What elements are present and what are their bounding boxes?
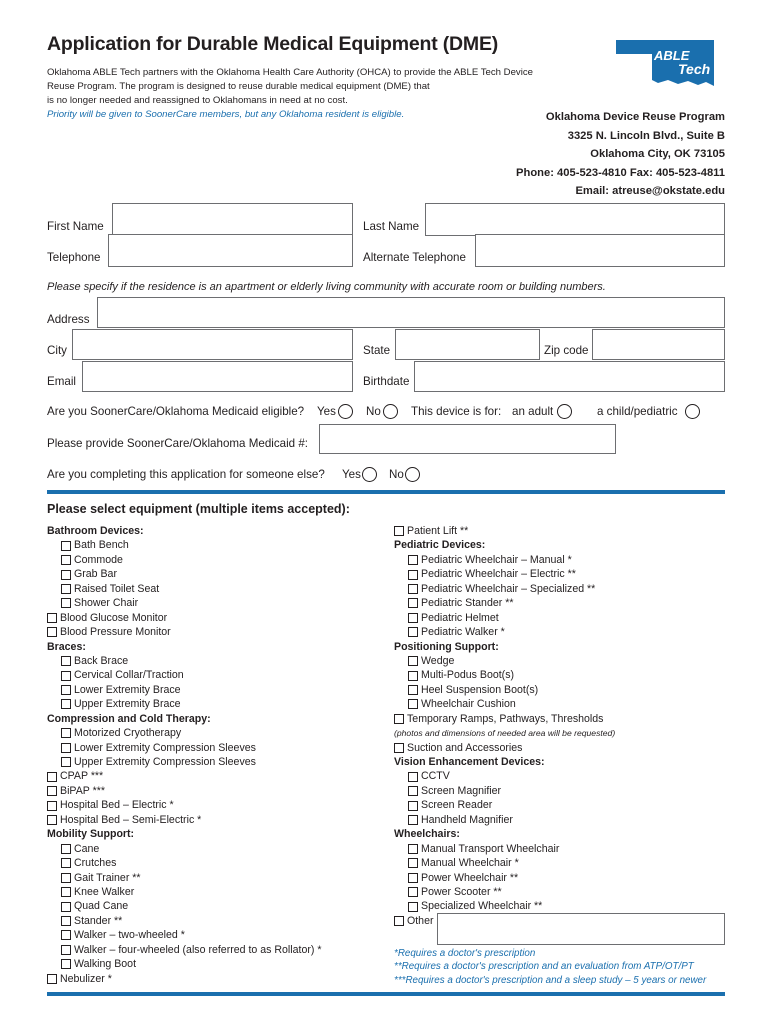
birthdate-field[interactable] [414, 361, 725, 392]
intro-line: Oklahoma ABLE Tech partners with the Oklahoma Health Care Authority (OHCA) to provide the ABLE Tech Device [47, 67, 533, 78]
equipment-checkbox[interactable] [408, 627, 418, 637]
equipment-label: Vision Enhancement Devices: [394, 756, 545, 768]
equipment-checkbox[interactable] [61, 598, 71, 608]
equipment-label: Power Wheelchair ** [421, 871, 519, 884]
equipment-checkbox[interactable] [408, 815, 418, 825]
equipment-label: Patient Lift ** [407, 525, 469, 537]
equipment-checkbox[interactable] [47, 786, 57, 796]
city-label: City [47, 344, 67, 357]
equipment-label: Blood Glucose Monitor [60, 611, 168, 624]
equipment-checkbox[interactable] [61, 757, 71, 767]
medicaid-number-field[interactable] [319, 424, 616, 454]
other-equipment-field[interactable] [437, 913, 725, 945]
equipment-label: Walking Boot [74, 958, 137, 971]
equipment-note [394, 726, 615, 740]
someone-else-yes-radio[interactable] [362, 467, 377, 482]
page-title: Application for Durable Medical Equipment (DME) [47, 33, 499, 55]
equipment-category-header [47, 524, 321, 538]
equipment-option[interactable] [47, 668, 321, 682]
equipment-label: Grab Bar [74, 568, 117, 581]
equipment-checkbox[interactable] [47, 772, 57, 782]
equipment-label: Suction and Accessories [407, 741, 523, 754]
eligible-no-label: No [366, 405, 381, 418]
equipment-checkbox[interactable] [408, 598, 418, 608]
equipment-option[interactable] [394, 611, 615, 625]
program-contact [516, 108, 725, 201]
intro-line: Reuse Program. The program is designed to reuse durable medical equipment (DME) that [47, 81, 430, 92]
equipment-label: Walker – four-wheeled (also referred to as Rollator) * [74, 943, 322, 956]
equipment-checkbox[interactable] [47, 815, 57, 825]
equipment-label: Manual Wheelchair * [421, 857, 519, 870]
equipment-label: Manual Transport Wheelchair [421, 842, 560, 855]
equipment-option[interactable] [394, 899, 615, 913]
equipment-checkbox[interactable] [61, 858, 71, 868]
equipment-option[interactable] [47, 596, 321, 610]
equipment-checkbox[interactable] [61, 728, 71, 738]
oklahoma-map-icon [614, 38, 716, 88]
equipment-option[interactable] [47, 625, 321, 639]
logo-tech-text: Tech [678, 61, 711, 77]
equipment-option[interactable] [47, 928, 321, 942]
equipment-category-header [394, 755, 615, 769]
equipment-label: Crutches [74, 857, 117, 870]
last-name-label: Last Name [363, 220, 420, 233]
section-divider [47, 490, 725, 494]
equipment-option[interactable] [394, 813, 615, 827]
equipment-option[interactable] [47, 972, 321, 986]
equipment-checkbox[interactable] [47, 613, 57, 623]
program-email: Email: atreuse@okstate.edu [575, 185, 725, 197]
medicaid-number-label: Please provide SoonerCare/Oklahoma Medicaid #: [47, 437, 309, 450]
eligible-yes-label: Yes [317, 405, 336, 418]
equipment-label: Compression and Cold Therapy: [47, 712, 211, 725]
equipment-label: Nebulizer * [60, 972, 112, 985]
equipment-checkbox[interactable] [408, 555, 418, 565]
equipment-label: Other [407, 914, 434, 927]
someone-else-question: Are you completing this application for someone else? [47, 468, 325, 481]
equipment-checkbox[interactable] [61, 873, 71, 883]
equipment-checkbox[interactable] [408, 801, 418, 811]
telephone-label: Telephone [47, 251, 101, 264]
equipment-checkbox[interactable] [408, 671, 418, 681]
device-for-label: This device is for: [411, 405, 502, 418]
email-label: Email [47, 375, 76, 388]
equipment-checkbox[interactable] [394, 743, 404, 753]
equipment-option[interactable] [47, 553, 321, 567]
equipment-option[interactable] [47, 914, 321, 928]
equipment-option[interactable] [47, 697, 321, 711]
intro-line: is no longer needed and reassigned to Oklahomans in need at no cost. [47, 95, 348, 106]
equipment-option[interactable] [394, 712, 615, 726]
equipment-option[interactable] [394, 871, 615, 885]
equipment-checkbox[interactable] [61, 541, 71, 551]
equipment-checkbox[interactable] [408, 873, 418, 883]
equipment-label: Gait Trainer ** [74, 871, 141, 884]
equipment-option[interactable] [47, 871, 321, 885]
equipment-checkbox[interactable] [408, 656, 418, 666]
equipment-checkbox[interactable] [61, 656, 71, 666]
priority-note: Priority will be given to SoonerCare members, but any Oklahoma resident is eligible. [47, 109, 405, 120]
equipment-option[interactable] [394, 697, 615, 711]
equipment-label: Motorized Cryotherapy [74, 727, 182, 740]
equipment-label: Blood Pressure Monitor [60, 626, 171, 639]
equipment-option[interactable] [394, 842, 615, 856]
equipment-label: Heel Suspension Boot(s) [421, 683, 539, 696]
equipment-option[interactable] [394, 567, 615, 581]
equipment-category-header [394, 827, 615, 841]
equipment-option[interactable] [47, 538, 321, 552]
equipment-label: Stander ** [74, 914, 123, 927]
equipment-checkbox[interactable] [61, 699, 71, 709]
equipment-label: Hospital Bed – Electric * [60, 799, 174, 812]
footnote-triple: ***Requires a doctor's prescription and a sleep study – 5 years or newer [394, 974, 707, 986]
equipment-checkbox[interactable] [61, 930, 71, 940]
equipment-label: Screen Magnifier [421, 784, 502, 797]
equipment-option[interactable] [47, 567, 321, 581]
first-name-field[interactable] [112, 203, 353, 236]
equipment-label: Cane [74, 842, 100, 855]
equipment-checkbox[interactable] [408, 685, 418, 695]
equipment-label: Commode [74, 553, 123, 566]
equipment-checkbox[interactable] [61, 743, 71, 753]
equipment-option[interactable] [394, 654, 615, 668]
equipment-label: Pediatric Stander ** [421, 597, 514, 610]
equipment-column-left [47, 524, 321, 986]
adult-label: an adult [512, 405, 554, 418]
equipment-checkbox[interactable] [61, 887, 71, 897]
equipment-checkbox[interactable] [61, 959, 71, 969]
birthdate-label: Birthdate [363, 375, 410, 388]
equipment-label: Pediatric Wheelchair – Manual * [421, 553, 572, 566]
equipment-label: Upper Extremity Brace [74, 698, 181, 711]
equipment-category-header [47, 827, 321, 841]
equipment-checkbox[interactable] [408, 887, 418, 897]
address-label: Address [47, 313, 90, 326]
someone-else-yes-label: Yes [342, 468, 361, 481]
equipment-checkbox[interactable] [61, 902, 71, 912]
equipment-option[interactable] [394, 885, 615, 899]
logo-able-text: ABLE [654, 48, 690, 63]
city-field[interactable] [72, 329, 353, 360]
footnote-single: *Requires a doctor's prescription [394, 948, 536, 959]
equipment-column-right [394, 524, 615, 928]
equipment-label: Pediatric Wheelchair – Electric ** [421, 568, 576, 581]
equipment-checkbox[interactable] [61, 671, 71, 681]
equipment-option[interactable] [47, 943, 321, 957]
equipment-checkbox[interactable] [61, 685, 71, 695]
equipment-label: Walker – two-wheeled * [74, 929, 185, 942]
equipment-label: Screen Reader [421, 799, 493, 812]
equipment-option[interactable] [394, 596, 615, 610]
equipment-checkbox[interactable] [61, 584, 71, 594]
equipment-label: Pediatric Wheelchair – Specialized ** [421, 582, 596, 595]
equipment-checkbox[interactable] [408, 570, 418, 580]
eligible-yes-radio[interactable] [338, 404, 353, 419]
equipment-category-header [47, 712, 321, 726]
someone-else-no-label: No [389, 468, 404, 481]
program-city: Oklahoma City, OK 73105 [590, 148, 725, 160]
equipment-label: Upper Extremity Compression Sleeves [74, 756, 256, 768]
equipment-option[interactable] [47, 856, 321, 870]
telephone-field[interactable] [108, 234, 353, 267]
equipment-label: CPAP *** [60, 770, 104, 783]
someone-else-no-radio[interactable] [405, 467, 420, 482]
equipment-label: Positioning Support: [394, 640, 499, 653]
zip-field[interactable] [592, 329, 725, 360]
equipment-label: Back Brace [74, 654, 129, 667]
equipment-section-title: Please select equipment (multiple items accepted): [47, 502, 350, 516]
equipment-option[interactable] [394, 798, 615, 812]
equipment-label: Power Scooter ** [421, 885, 502, 898]
equipment-checkbox[interactable] [408, 858, 418, 868]
equipment-checkbox[interactable] [61, 570, 71, 580]
equipment-checkbox[interactable] [408, 844, 418, 854]
equipment-option[interactable] [47, 885, 321, 899]
equipment-label: Temporary Ramps, Pathways, Thresholds [407, 712, 604, 725]
equipment-option[interactable] [47, 683, 321, 697]
footer-divider [47, 992, 725, 996]
program-name: Oklahoma Device Reuse Program [545, 111, 725, 123]
first-name-label: First Name [47, 220, 104, 233]
address-field[interactable] [97, 297, 725, 328]
equipment-category-header [394, 538, 615, 552]
equipment-option[interactable] [394, 668, 615, 682]
equipment-option[interactable] [394, 769, 615, 783]
equipment-option[interactable] [47, 726, 321, 740]
program-phone: Phone: 405-523-4810 Fax: 405-523-4811 [516, 166, 725, 179]
equipment-checkbox[interactable] [394, 714, 404, 724]
equipment-label: (photos and dimensions of needed area will be requested) [394, 728, 616, 739]
equipment-option[interactable] [394, 582, 615, 596]
equipment-checkbox[interactable] [61, 555, 71, 565]
equipment-option[interactable] [47, 769, 321, 783]
adult-radio[interactable] [557, 404, 572, 419]
equipment-option[interactable] [394, 683, 615, 697]
program-street: 3325 N. Lincoln Blvd., Suite B [567, 129, 725, 142]
footnotes [394, 947, 706, 987]
equipment-label: Mobility Support: [47, 828, 135, 841]
equipment-option[interactable] [394, 741, 615, 755]
equipment-label: Pediatric Walker * [421, 626, 505, 639]
equipment-label: Pediatric Helmet [421, 611, 499, 624]
child-radio[interactable] [685, 404, 700, 419]
equipment-category-header [394, 640, 615, 654]
equipment-checkbox[interactable] [61, 916, 71, 926]
footnote-double: **Requires a doctor's prescription and an evaluation from ATP/OT/PT [394, 961, 694, 973]
equipment-checkbox[interactable] [47, 627, 57, 637]
equipment-label: Pediatric Devices: [394, 539, 486, 552]
equipment-option[interactable] [47, 654, 321, 668]
equipment-label: Multi-Podus Boot(s) [421, 669, 515, 682]
equipment-label: Bath Bench [74, 539, 129, 552]
equipment-checkbox[interactable] [394, 916, 404, 926]
equipment-checkbox[interactable] [408, 584, 418, 594]
equipment-label: CCTV [421, 770, 450, 783]
last-name-field[interactable] [425, 203, 725, 236]
state-label: State [363, 344, 391, 357]
equipment-option[interactable] [47, 842, 321, 856]
equipment-label: Cervical Collar/Traction [74, 669, 184, 682]
equipment-label: Shower Chair [74, 597, 139, 610]
equipment-option[interactable] [47, 957, 321, 971]
equipment-label: Bathroom Devices: [47, 525, 144, 537]
zip-label: Zip code [544, 344, 589, 357]
equipment-label: Specialized Wheelchair ** [421, 900, 543, 913]
email-field[interactable] [82, 361, 353, 392]
equipment-label: Raised Toilet Seat [74, 582, 160, 595]
equipment-checkbox[interactable] [47, 801, 57, 811]
equipment-checkbox[interactable] [47, 974, 57, 984]
equipment-label: Knee Walker [74, 885, 135, 898]
equipment-option[interactable] [47, 784, 321, 798]
equipment-option[interactable] [394, 524, 615, 538]
able-tech-logo [614, 38, 716, 88]
equipment-checkbox[interactable] [408, 699, 418, 709]
equipment-option[interactable] [394, 553, 615, 567]
equipment-checkbox[interactable] [394, 526, 404, 536]
eligible-no-radio[interactable] [383, 404, 398, 419]
equipment-checkbox[interactable] [408, 613, 418, 623]
equipment-label: BiPAP *** [60, 784, 105, 797]
equipment-option[interactable] [47, 741, 321, 755]
equipment-label: Braces: [47, 640, 86, 653]
equipment-checkbox[interactable] [61, 945, 71, 955]
equipment-label: Wedge [421, 654, 455, 667]
equipment-label: Lower Extremity Compression Sleeves [74, 741, 256, 754]
equipment-option[interactable] [394, 856, 615, 870]
equipment-option[interactable] [47, 798, 321, 812]
equipment-option[interactable] [47, 899, 321, 913]
equipment-option[interactable] [47, 582, 321, 596]
equipment-checkbox[interactable] [408, 772, 418, 782]
equipment-label: Lower Extremity Brace [74, 683, 181, 696]
equipment-checkbox[interactable] [408, 786, 418, 796]
equipment-checkbox[interactable] [61, 844, 71, 854]
equipment-label: Quad Cane [74, 900, 129, 913]
alt-telephone-field[interactable] [475, 234, 725, 267]
equipment-label: Handheld Magnifier [421, 813, 513, 826]
equipment-label: Wheelchairs: [394, 828, 460, 841]
equipment-option[interactable] [47, 755, 321, 769]
residence-note: Please specify if the residence is an apartment or elderly living community with accurate room or building numbers. [47, 281, 606, 293]
child-label: a child/pediatric [597, 405, 678, 418]
equipment-option[interactable] [47, 813, 321, 827]
equipment-option[interactable] [47, 611, 321, 625]
equipment-option[interactable] [394, 625, 615, 639]
equipment-option[interactable] [394, 784, 615, 798]
state-field[interactable] [395, 329, 540, 360]
alt-telephone-label: Alternate Telephone [363, 251, 466, 264]
eligible-question: Are you SoonerCare/Oklahoma Medicaid eligible? [47, 405, 305, 418]
equipment-category-header [47, 640, 321, 654]
equipment-checkbox[interactable] [408, 902, 418, 912]
equipment-label: Wheelchair Cushion [421, 698, 516, 711]
equipment-label: Hospital Bed – Semi-Electric * [60, 813, 202, 826]
